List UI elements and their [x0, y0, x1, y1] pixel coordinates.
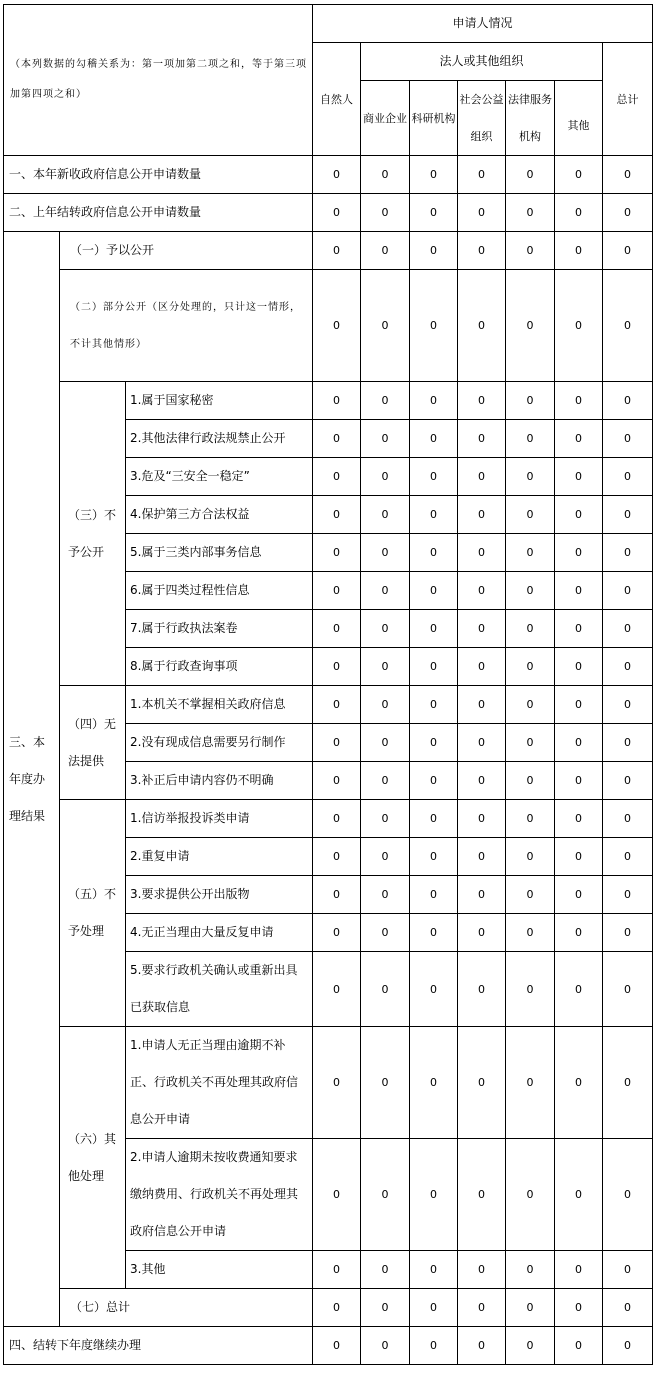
value-cell: 0: [410, 496, 458, 534]
header-legal-service: 法律服务机构: [506, 81, 555, 156]
not-processed-group-label: （五）不予处理: [60, 800, 126, 1027]
value-cell: 0: [458, 686, 506, 724]
value-cell: 0: [506, 382, 555, 420]
row-label: 5.属于三类内部事务信息: [126, 534, 313, 572]
value-cell: 0: [458, 420, 506, 458]
value-cell: 0: [555, 876, 603, 914]
row-label: 1.本机关不掌握相关政府信息: [126, 686, 313, 724]
value-cell: 0: [603, 800, 653, 838]
value-cell: 0: [410, 270, 458, 382]
value-cell: 0: [458, 194, 506, 232]
row-label: 1.信访举报投诉类申请: [126, 800, 313, 838]
value-cell: 0: [313, 762, 361, 800]
value-cell: 0: [361, 572, 410, 610]
value-cell: 0: [506, 232, 555, 270]
value-cell: 0: [313, 534, 361, 572]
value-cell: 0: [555, 496, 603, 534]
value-cell: 0: [555, 156, 603, 194]
value-cell: 0: [313, 800, 361, 838]
row-label: 3.其他: [126, 1251, 313, 1289]
row-label: 四、结转下年度继续办理: [4, 1327, 313, 1365]
not-disclosed-group-item: [4, 382, 653, 420]
value-cell: 0: [361, 724, 410, 762]
value-cell: 0: [555, 762, 603, 800]
header-row-1: [4, 5, 653, 43]
row-carried-over: [4, 194, 653, 232]
value-cell: 0: [313, 724, 361, 762]
value-cell: 0: [361, 534, 410, 572]
value-cell: 0: [361, 1289, 410, 1327]
value-cell: 0: [506, 1327, 555, 1365]
value-cell: 0: [555, 1251, 603, 1289]
value-cell: 0: [603, 1251, 653, 1289]
value-cell: 0: [555, 800, 603, 838]
value-cell: 0: [555, 952, 603, 1027]
value-cell: 0: [603, 1139, 653, 1251]
value-cell: 0: [603, 648, 653, 686]
value-cell: 0: [361, 762, 410, 800]
row-label: 8.属于行政查询事项: [126, 648, 313, 686]
header-social-welfare: 社会公益组织: [458, 81, 506, 156]
value-cell: 0: [555, 648, 603, 686]
value-cell: 0: [458, 458, 506, 496]
value-cell: 0: [506, 838, 555, 876]
value-cell: 0: [313, 1289, 361, 1327]
row-disclosed: [4, 232, 653, 270]
value-cell: 0: [410, 382, 458, 420]
value-cell: 0: [458, 1289, 506, 1327]
value-cell: 0: [361, 1251, 410, 1289]
value-cell: 0: [458, 534, 506, 572]
value-cell: 0: [555, 724, 603, 762]
value-cell: 0: [458, 1251, 506, 1289]
value-cell: 0: [506, 876, 555, 914]
value-cell: 0: [555, 914, 603, 952]
value-cell: 0: [313, 458, 361, 496]
value-cell: 0: [361, 800, 410, 838]
value-cell: 0: [506, 648, 555, 686]
header-other: 其他: [555, 81, 603, 156]
row-partially-disclosed: [4, 270, 653, 382]
other-processing-group-label: （六）其他处理: [60, 1027, 126, 1289]
not-processed-group-item: [4, 800, 653, 838]
value-cell: 0: [410, 1251, 458, 1289]
value-cell: 0: [603, 610, 653, 648]
value-cell: 0: [313, 496, 361, 534]
value-cell: 0: [603, 496, 653, 534]
value-cell: 0: [313, 686, 361, 724]
value-cell: 0: [410, 610, 458, 648]
value-cell: 0: [555, 382, 603, 420]
row-carry-forward: [4, 1327, 653, 1365]
header-applicant-situation: 申请人情况: [313, 5, 653, 43]
row-label: 3.危及“三安全一稳定”: [126, 458, 313, 496]
value-cell: 0: [603, 1027, 653, 1139]
value-cell: 0: [313, 1027, 361, 1139]
row-new-requests: [4, 156, 653, 194]
value-cell: 0: [361, 648, 410, 686]
value-cell: 0: [506, 800, 555, 838]
value-cell: 0: [506, 572, 555, 610]
value-cell: 0: [410, 686, 458, 724]
value-cell: 0: [313, 1139, 361, 1251]
value-cell: 0: [361, 270, 410, 382]
value-cell: 0: [410, 914, 458, 952]
value-cell: 0: [410, 838, 458, 876]
value-cell: 0: [361, 232, 410, 270]
other-processing-group-item: [4, 1027, 653, 1139]
header-total: 总计: [603, 43, 653, 156]
value-cell: 0: [410, 156, 458, 194]
row-label: 4.保护第三方合法权益: [126, 496, 313, 534]
row-label: 5.要求行政机关确认或重新出具已获取信息: [126, 952, 313, 1027]
row-label: 二、上年结转政府信息公开申请数量: [4, 194, 313, 232]
value-cell: 0: [506, 762, 555, 800]
value-cell: 0: [361, 838, 410, 876]
value-cell: 0: [603, 724, 653, 762]
value-cell: 0: [555, 458, 603, 496]
row-label: 一、本年新收政府信息公开申请数量: [4, 156, 313, 194]
row-label: 1.申请人无正当理由逾期不补正、行政机关不再处理其政府信息公开申请: [126, 1027, 313, 1139]
value-cell: 0: [410, 194, 458, 232]
cannot-provide-group-label: （四）无法提供: [60, 686, 126, 800]
value-cell: 0: [361, 382, 410, 420]
value-cell: 0: [458, 382, 506, 420]
value-cell: 0: [603, 534, 653, 572]
value-cell: 0: [361, 952, 410, 1027]
value-cell: 0: [603, 156, 653, 194]
value-cell: 0: [410, 420, 458, 458]
value-cell: 0: [361, 686, 410, 724]
value-cell: 0: [603, 382, 653, 420]
value-cell: 0: [458, 1139, 506, 1251]
row-label: 2.申请人逾期未按收费通知要求缴纳费用、行政机关不再处理其政府信息公开申请: [126, 1139, 313, 1251]
value-cell: 0: [555, 1327, 603, 1365]
value-cell: 0: [555, 534, 603, 572]
value-cell: 0: [361, 496, 410, 534]
value-cell: 0: [458, 232, 506, 270]
value-cell: 0: [555, 194, 603, 232]
value-cell: 0: [410, 800, 458, 838]
value-cell: 0: [361, 1139, 410, 1251]
value-cell: 0: [313, 270, 361, 382]
value-cell: 0: [410, 1289, 458, 1327]
value-cell: 0: [603, 1289, 653, 1327]
value-cell: 0: [361, 1027, 410, 1139]
value-cell: 0: [313, 232, 361, 270]
value-cell: 0: [603, 420, 653, 458]
row-label: 4.无正当理由大量反复申请: [126, 914, 313, 952]
value-cell: 0: [361, 194, 410, 232]
value-cell: 0: [458, 496, 506, 534]
value-cell: 0: [506, 1027, 555, 1139]
row-label: 2.重复申请: [126, 838, 313, 876]
value-cell: 0: [361, 876, 410, 914]
row-label: 3.要求提供公开出版物: [126, 876, 313, 914]
value-cell: 0: [313, 952, 361, 1027]
value-cell: 0: [313, 876, 361, 914]
value-cell: 0: [555, 572, 603, 610]
header-note: （本列数据的勾稽关系为：第一项加第二项之和，等于第三项加第四项之和）: [4, 5, 313, 156]
value-cell: 0: [603, 952, 653, 1027]
value-cell: 0: [458, 952, 506, 1027]
value-cell: 0: [458, 876, 506, 914]
info-disclosure-table: [3, 4, 653, 1365]
value-cell: 0: [410, 1327, 458, 1365]
value-cell: 0: [506, 686, 555, 724]
value-cell: 0: [313, 194, 361, 232]
value-cell: 0: [361, 1327, 410, 1365]
value-cell: 0: [506, 156, 555, 194]
value-cell: 0: [506, 610, 555, 648]
value-cell: 0: [603, 458, 653, 496]
value-cell: 0: [410, 458, 458, 496]
value-cell: 0: [555, 1139, 603, 1251]
value-cell: 0: [506, 194, 555, 232]
value-cell: 0: [603, 194, 653, 232]
value-cell: 0: [361, 914, 410, 952]
value-cell: 0: [458, 156, 506, 194]
value-cell: 0: [313, 648, 361, 686]
value-cell: 0: [361, 610, 410, 648]
value-cell: 0: [555, 610, 603, 648]
value-cell: 0: [506, 914, 555, 952]
value-cell: 0: [313, 382, 361, 420]
row-label: （二）部分公开（区分处理的，只计这一情形，不计其他情形）: [60, 270, 313, 382]
value-cell: 0: [410, 952, 458, 1027]
value-cell: 0: [458, 1327, 506, 1365]
value-cell: 0: [603, 762, 653, 800]
value-cell: 0: [555, 232, 603, 270]
value-cell: 0: [458, 572, 506, 610]
value-cell: 0: [555, 1289, 603, 1327]
value-cell: 0: [506, 496, 555, 534]
value-cell: 0: [361, 458, 410, 496]
header-natural-person: 自然人: [313, 43, 361, 156]
value-cell: 0: [506, 1251, 555, 1289]
value-cell: 0: [361, 420, 410, 458]
value-cell: 0: [555, 1027, 603, 1139]
value-cell: 0: [313, 1327, 361, 1365]
section3-label: 三、本年度办理结果: [4, 232, 60, 1327]
row-label: （一）予以公开: [60, 232, 313, 270]
value-cell: 0: [555, 270, 603, 382]
value-cell: 0: [458, 270, 506, 382]
header-business: 商业企业: [361, 81, 410, 156]
value-cell: 0: [603, 572, 653, 610]
value-cell: 0: [506, 458, 555, 496]
value-cell: 0: [313, 1251, 361, 1289]
value-cell: 0: [603, 914, 653, 952]
value-cell: 0: [410, 572, 458, 610]
value-cell: 0: [410, 876, 458, 914]
value-cell: 0: [458, 724, 506, 762]
value-cell: 0: [603, 686, 653, 724]
value-cell: 0: [361, 156, 410, 194]
value-cell: 0: [506, 420, 555, 458]
row-label: （七）总计: [60, 1289, 313, 1327]
row-label: 7.属于行政执法案卷: [126, 610, 313, 648]
value-cell: 0: [410, 724, 458, 762]
value-cell: 0: [313, 838, 361, 876]
value-cell: 0: [313, 610, 361, 648]
row-label: 3.补正后申请内容仍不明确: [126, 762, 313, 800]
value-cell: 0: [410, 232, 458, 270]
value-cell: 0: [458, 762, 506, 800]
row-label: 2.其他法律行政法规禁止公开: [126, 420, 313, 458]
value-cell: 0: [506, 270, 555, 382]
value-cell: 0: [313, 420, 361, 458]
value-cell: 0: [410, 1139, 458, 1251]
value-cell: 0: [603, 232, 653, 270]
value-cell: 0: [603, 838, 653, 876]
value-cell: 0: [603, 876, 653, 914]
row-total: [4, 1289, 653, 1327]
not-disclosed-group-label: （三）不予公开: [60, 382, 126, 686]
value-cell: 0: [555, 686, 603, 724]
value-cell: 0: [603, 270, 653, 382]
cannot-provide-group-item: [4, 686, 653, 724]
value-cell: 0: [506, 952, 555, 1027]
value-cell: 0: [506, 724, 555, 762]
value-cell: 0: [458, 800, 506, 838]
value-cell: 0: [506, 534, 555, 572]
row-label: 2.没有现成信息需要另行制作: [126, 724, 313, 762]
value-cell: 0: [458, 1027, 506, 1139]
value-cell: 0: [313, 572, 361, 610]
value-cell: 0: [458, 610, 506, 648]
value-cell: 0: [603, 1327, 653, 1365]
row-label: 6.属于四类过程性信息: [126, 572, 313, 610]
value-cell: 0: [410, 648, 458, 686]
value-cell: 0: [458, 838, 506, 876]
value-cell: 0: [410, 1027, 458, 1139]
header-legal-person-group: 法人或其他组织: [361, 43, 603, 81]
value-cell: 0: [410, 762, 458, 800]
value-cell: 0: [506, 1289, 555, 1327]
row-label: 1.属于国家秘密: [126, 382, 313, 420]
value-cell: 0: [555, 838, 603, 876]
value-cell: 0: [555, 420, 603, 458]
value-cell: 0: [313, 156, 361, 194]
value-cell: 0: [458, 914, 506, 952]
value-cell: 0: [313, 914, 361, 952]
value-cell: 0: [410, 534, 458, 572]
value-cell: 0: [458, 648, 506, 686]
value-cell: 0: [506, 1139, 555, 1251]
header-research: 科研机构: [410, 81, 458, 156]
